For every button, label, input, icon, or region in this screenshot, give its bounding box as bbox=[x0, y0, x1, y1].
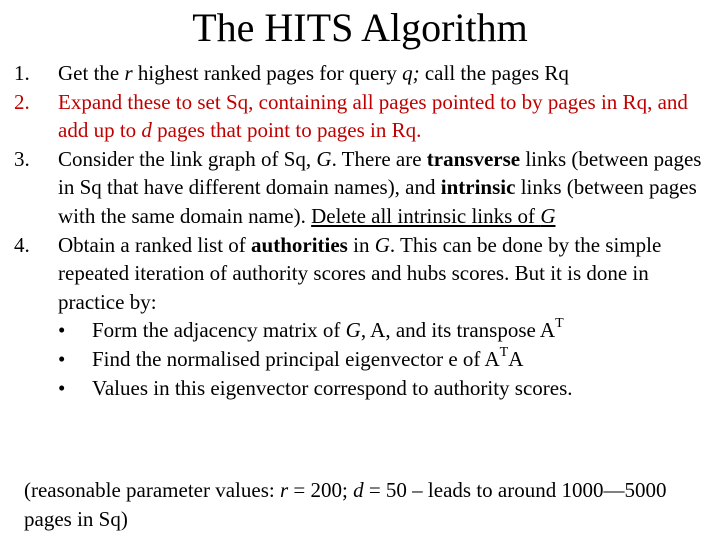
footnote-text: d bbox=[353, 478, 364, 502]
footnote-text: (reasonable parameter values: bbox=[24, 478, 280, 502]
item-text: r bbox=[124, 61, 133, 85]
item-text: authorities bbox=[251, 232, 348, 257]
footnote bbox=[24, 476, 704, 534]
item-text: d bbox=[141, 118, 152, 143]
bullet-item bbox=[14, 374, 714, 403]
list-item bbox=[14, 231, 714, 317]
list-item bbox=[14, 88, 714, 145]
bullet-text: Values in this eigenvector correspond to authority scores. bbox=[92, 375, 573, 400]
item-text: G bbox=[374, 232, 390, 257]
item-text: Obtain a ranked list of bbox=[58, 232, 252, 257]
item-number: 4. bbox=[14, 232, 30, 257]
item-text: intrinsic bbox=[440, 175, 516, 200]
bullet-item bbox=[14, 345, 714, 374]
item-text: links (between pages with the same domain name). bbox=[58, 175, 697, 228]
item-text: pages that point to pages in Rq. bbox=[151, 118, 422, 143]
footnote-text: = 50 – leads to around 1000—5000 pages in Sq) bbox=[24, 478, 667, 531]
bullet-text: A bbox=[508, 346, 524, 371]
item-text: links (between pages in Sq that have different domain names), and bbox=[58, 146, 702, 200]
bullet-text: G bbox=[345, 318, 361, 343]
item-text: Consider the link graph of Sq, bbox=[58, 146, 317, 171]
superscript: T bbox=[499, 344, 509, 360]
item-text: q; bbox=[402, 61, 420, 85]
item-text: in bbox=[347, 232, 375, 257]
bullet-text: Find the normalised principal eigenvector e of A bbox=[92, 346, 500, 371]
bullet-text: , A, and its transpose A bbox=[360, 318, 556, 343]
superscript: T bbox=[555, 316, 564, 332]
item-number: 1. bbox=[14, 61, 30, 85]
item-text: call the pages Rq bbox=[419, 61, 569, 85]
slide-title: The HITS Algorithm bbox=[192, 5, 528, 50]
item-text: Get the bbox=[58, 61, 125, 85]
item-text: transverse bbox=[426, 146, 521, 171]
bullet-text: Form the adjacency matrix of bbox=[92, 318, 346, 343]
bullet-icon: • bbox=[58, 375, 66, 400]
bullet-icon: • bbox=[58, 318, 66, 343]
item-text: G bbox=[316, 146, 332, 171]
item-text: Delete all intrinsic links of bbox=[311, 203, 541, 228]
bullet-icon: • bbox=[58, 346, 66, 371]
item-text: . This can be done by the simple repeated iteration of authority scores and hubs scores. But it is done in practice by: bbox=[58, 232, 662, 314]
item-text: Expand these to set Sq, containing all pages pointed to by pages in Rq, and add up to bbox=[58, 89, 688, 143]
list-item bbox=[14, 59, 714, 88]
item-text: highest ranked pages for query bbox=[132, 61, 403, 85]
item-text: G bbox=[540, 203, 556, 228]
list-item bbox=[14, 145, 714, 231]
item-text bbox=[311, 204, 555, 228]
bullet-item bbox=[14, 316, 714, 345]
item-number: 3. bbox=[14, 146, 30, 171]
item-number: 2. bbox=[14, 89, 30, 114]
steps-list bbox=[14, 59, 714, 402]
footnote-text: = 200; bbox=[288, 478, 354, 502]
item-text: . There are bbox=[331, 146, 427, 171]
footnote-text: r bbox=[279, 478, 289, 502]
